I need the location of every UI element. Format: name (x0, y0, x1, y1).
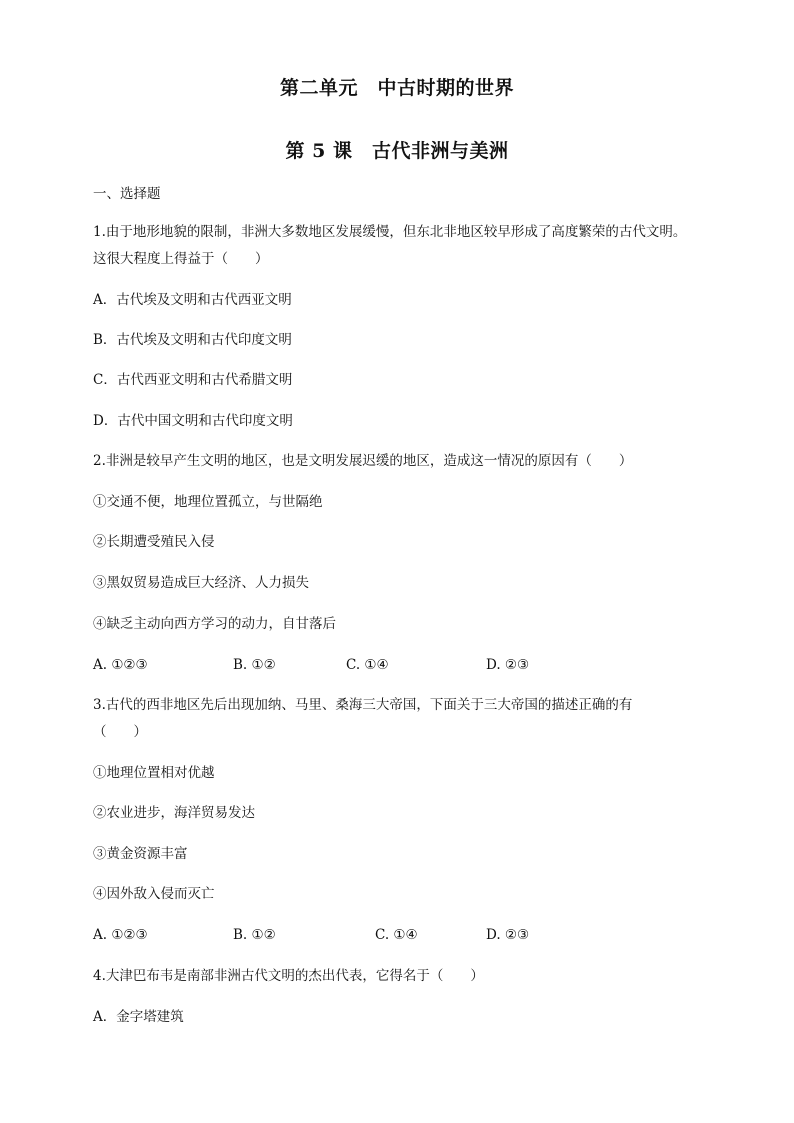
q1-choice-b: B．古代埃及文明和古代印度文明 (93, 332, 292, 348)
q3-option-a: A. ①②③ (93, 927, 148, 943)
q2-option-c: C. ①④ (346, 657, 389, 673)
lesson-title: 第 5 课 古代非洲与美洲 (285, 140, 509, 162)
q3-option-c: C. ①④ (375, 927, 418, 943)
q3-option-b: B. ①② (233, 927, 276, 943)
q4-choice-a: A．金字塔建筑 (93, 1009, 184, 1025)
q3-item-1: ①地理位置相对优越 (93, 765, 215, 781)
q2-option-a: A. ①②③ (93, 657, 148, 673)
q1-stem-line2: 这很大程度上得益于（ ） (93, 251, 269, 267)
q2-item-3: ③黑奴贸易造成巨大经济、人力损失 (93, 575, 309, 591)
q2-option-b: B. ①② (233, 657, 276, 673)
q2-item-2: ②长期遭受殖民入侵 (93, 534, 215, 550)
q3-item-3: ③黄金资源丰富 (93, 846, 188, 862)
q1-choice-c: C．古代西亚文明和古代希腊文明 (93, 372, 293, 388)
q1-choice-a: A．古代埃及文明和古代西亚文明 (93, 292, 292, 308)
q2-item-1: ①交通不便，地理位置孤立，与世隔绝 (93, 494, 323, 510)
q1-choice-d: D．古代中国文明和古代印度文明 (93, 413, 293, 429)
q3-stem-line1: 3.古代的西非地区先后出现加纳、马里、桑海三大帝国，下面关于三大帝国的描述正确的有 (93, 697, 633, 713)
section-heading: 一、选择题 (93, 186, 161, 202)
q3-option-d: D. ②③ (486, 927, 530, 943)
q2-stem: 2.非洲是较早产生文明的地区，也是文明发展迟缓的地区，造成这一情况的原因有（ ） (93, 453, 633, 469)
q3-stem-line2: （ ） (93, 724, 147, 740)
q1-stem-line1: 1.由于地形地貌的限制，非洲大多数地区发展缓慢，但东北非地区较早形成了高度繁荣的古代文明。 (93, 224, 687, 240)
q4-stem: 4.大津巴布韦是南部非洲古代文明的杰出代表，它得名于（ ） (93, 968, 484, 984)
q2-item-4: ④缺乏主动向西方学习的动力，自甘落后 (93, 616, 336, 632)
q2-option-d: D. ②③ (486, 657, 530, 673)
q3-item-4: ④因外敌入侵而灭亡 (93, 886, 215, 902)
q3-item-2: ②农业进步，海洋贸易发达 (93, 805, 255, 821)
unit-title: 第二单元 中古时期的世界 (279, 77, 514, 99)
